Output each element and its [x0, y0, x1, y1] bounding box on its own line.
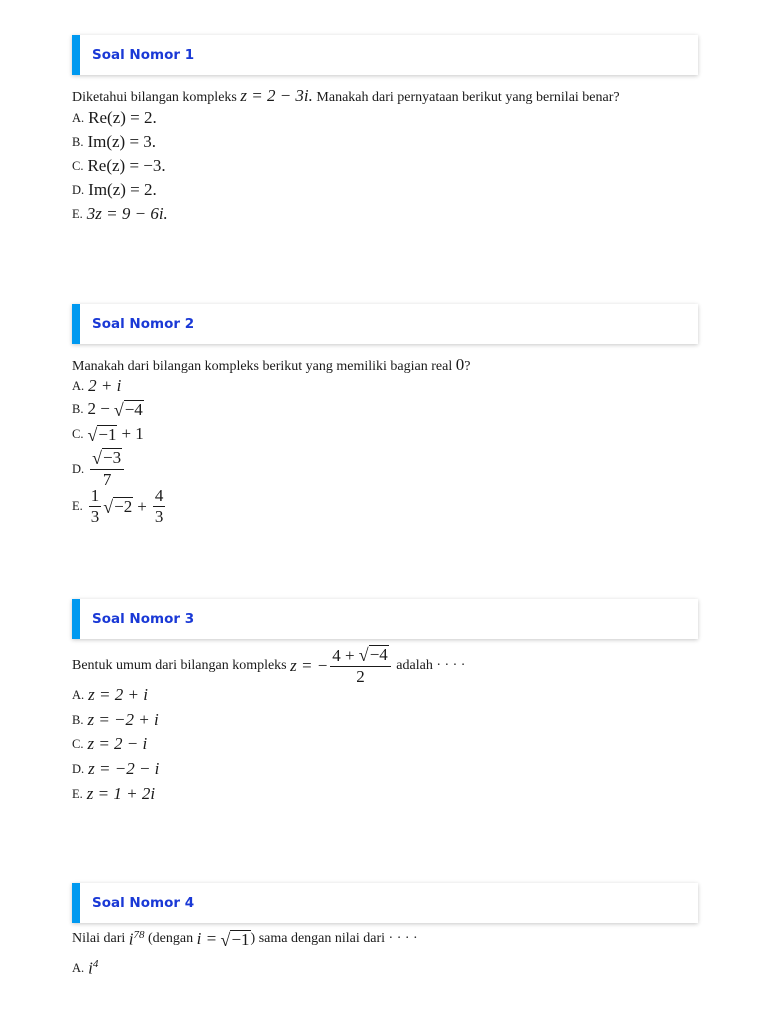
option-math: + [137, 496, 147, 516]
question-4-title: Soal Nomor 4 [92, 895, 195, 911]
option-math: Re(z) = 2. [88, 108, 157, 127]
question-1-title: Soal Nomor 1 [92, 47, 195, 63]
q2-option-a[interactable] [72, 376, 121, 396]
q2-option-c[interactable] [72, 424, 144, 444]
option-math: z = 2 − i [87, 734, 148, 753]
option-label: E. [72, 786, 83, 801]
option-label: A. [72, 378, 85, 393]
option-label: C. [72, 426, 84, 441]
question-3-header [72, 599, 698, 639]
fraction: 4 + √ −4 2 [330, 645, 391, 687]
option-label: A. [72, 960, 85, 975]
prompt-text: Nilai dari [72, 931, 126, 947]
q2-option-e[interactable] [72, 486, 167, 527]
question-4-header [72, 883, 698, 923]
q1-option-d[interactable] [72, 180, 157, 200]
option-label: E. [72, 499, 83, 513]
question-3-title: Soal Nomor 3 [92, 611, 195, 627]
q1-option-c[interactable] [72, 156, 166, 176]
q3-option-b[interactable] [72, 710, 159, 730]
option-math: z = 1 + 2i [86, 784, 156, 803]
prompt-text: Diketahui bilangan kompleks [72, 90, 237, 105]
option-math: z = 2 + i [88, 685, 148, 704]
prompt-math: i = [196, 929, 218, 949]
q3-option-a[interactable] [72, 685, 148, 705]
option-label: D. [72, 461, 85, 476]
prompt-math: z = − [290, 656, 329, 675]
question-3-prompt [72, 645, 465, 687]
option-math: z = −2 − i [88, 759, 160, 778]
fraction: √ −3 7 [90, 448, 124, 490]
prompt-text-end: ? [464, 359, 471, 374]
question-1-header [72, 35, 698, 75]
q1-option-e[interactable] [72, 204, 168, 224]
q3-option-c[interactable] [72, 734, 147, 754]
option-label: C. [72, 158, 84, 173]
fraction: $\frac{1}{3}$ [90, 486, 100, 526]
option-math: 3z = 9 − 6i. [86, 204, 168, 223]
option-math: 2 − [87, 399, 110, 418]
sqrt-symbol: √ −1 [87, 424, 117, 445]
q2-option-b[interactable] [72, 399, 144, 419]
fraction: $\frac{4}{3}$ [154, 486, 164, 526]
option-label: C. [72, 736, 84, 751]
q2-option-d[interactable] [72, 448, 126, 490]
prompt-text-end: Manakah dari pernyataan berikut yang bernilai benar? [316, 90, 620, 105]
q3-option-d[interactable] [72, 759, 159, 779]
question-2-header [72, 304, 698, 344]
option-label: A. [72, 110, 85, 125]
option-math: $i^4$ [88, 958, 99, 978]
option-math: Im(z) = 2. [88, 180, 157, 199]
sqrt-symbol: √ −2 [103, 497, 133, 517]
prompt-text-end: ) sama dengan nilai dari · · · · [250, 931, 418, 947]
sqrt-symbol: √ −1 [220, 929, 250, 950]
question-2-title: Soal Nomor 2 [92, 316, 195, 332]
option-label: B. [72, 401, 84, 416]
prompt-text: Manakah dari bilangan kompleks berikut yang memiliki bagian real [72, 359, 453, 374]
question-4-prompt [72, 929, 418, 950]
option-label: B. [72, 712, 84, 727]
prompt-text: (dengan [148, 931, 194, 947]
option-math: z = −2 + i [87, 710, 159, 729]
prompt-math: z = 2 − 3i. [240, 86, 313, 105]
sqrt-symbol: √ −4 [113, 399, 143, 420]
prompt-math: $i^{78}$ [128, 929, 145, 949]
question-1-prompt [72, 86, 620, 106]
q1-option-b[interactable] [72, 132, 156, 152]
q1-option-a[interactable] [72, 108, 157, 128]
prompt-text-end: adalah · · · · [396, 658, 466, 673]
option-math: Im(z) = 3. [87, 132, 157, 151]
option-math: Re(z) = −3. [87, 156, 166, 175]
option-label: A. [72, 687, 85, 702]
option-math: + 1 [121, 424, 144, 443]
prompt-text: Bentuk umum dari bilangan kompleks [72, 658, 287, 673]
q4-option-a[interactable] [72, 958, 98, 979]
option-math: 2 + i [88, 376, 122, 395]
question-2-prompt [72, 355, 470, 375]
option-label: D. [72, 761, 85, 776]
option-label: B. [72, 134, 84, 149]
option-label: E. [72, 206, 83, 221]
q3-option-e[interactable] [72, 784, 155, 804]
option-label: D. [72, 182, 85, 197]
prompt-math: 0 [455, 355, 465, 374]
